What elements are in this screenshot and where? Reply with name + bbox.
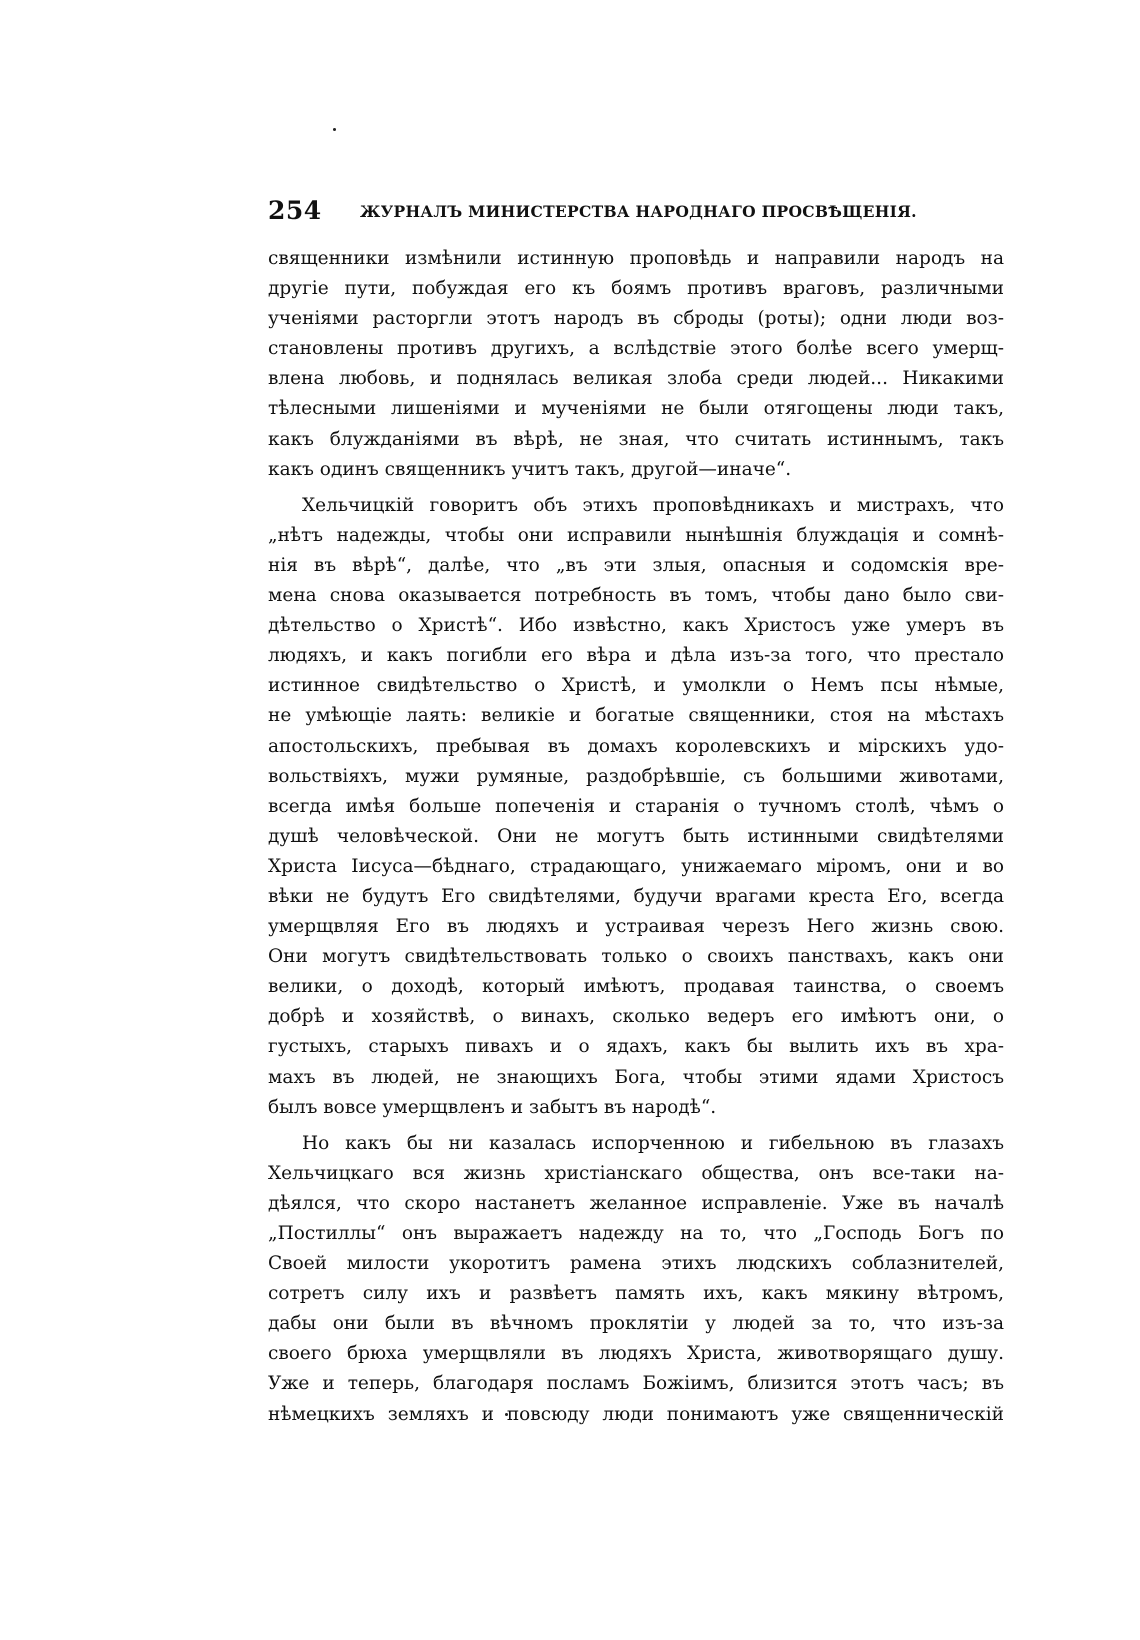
text-line: вѣки не будутъ Его свидѣтелями, будучи врагами креста Его, всегда	[268, 885, 1004, 907]
text-line: ученіями расторгли этотъ народъ въ сброды (роты); одни люди воз-	[268, 308, 1004, 330]
page-header	[268, 196, 1004, 230]
text-line: Хельчицкій говоритъ объ этихъ проповѣдникахъ и мистрахъ, что	[302, 494, 1004, 516]
text-line: былъ вовсе умерщвленъ и забытъ въ народѣ“.	[268, 1096, 717, 1118]
text-line: Хельчицкаго вся жизнь христіанскаго общества, онъ все-таки на-	[268, 1162, 1004, 1184]
text-line: апостольскихъ, пребывая въ домахъ королевскихъ и мірскихъ удо-	[268, 735, 1004, 757]
text-line: дѣялся, что скоро настанетъ желанное исправленіе. Уже въ началѣ	[268, 1192, 1004, 1214]
text-line: Христа Іисуса—бѣднаго, страдающаго, унижаемаго міромъ, они и во	[268, 855, 1004, 877]
text-line: своего брюха умерщвляли въ людяхъ Христа, животворящаго душу.	[268, 1343, 1004, 1365]
text-line: вольствіяхъ, мужи румяные, раздобрѣвшіе, съ большими животами,	[268, 765, 1004, 787]
text-line: добрѣ и хозяйствѣ, о винахъ, сколько ведеръ его имѣютъ они, о	[268, 1006, 1004, 1028]
paragraph	[268, 1129, 1004, 1430]
text-line: влена любовь, и поднялась великая злоба среди людей... Никакими	[268, 368, 1004, 390]
text-line: „Постиллы“ онъ выражаетъ надежду на то, что „Господь Богъ по	[268, 1223, 1004, 1244]
paragraph	[268, 244, 1004, 485]
text-line: людяхъ, и какъ погибли его вѣра и дѣла изъ-за того, что престало	[268, 645, 1004, 667]
text-line: дѣтельство о Христѣ“. Ибо извѣстно, какъ Христосъ уже умеръ въ	[268, 615, 1004, 637]
text-line: мена снова оказывается потребность въ томъ, чтобы дано было сви-	[268, 585, 1004, 607]
print-speck	[333, 128, 336, 131]
text-line: тѣлесными лишеніями и мученіями не были отягощены люди такъ,	[268, 398, 1004, 420]
text-line: всегда имѣя больше попеченія и старанія о тучномъ столѣ, чѣмъ о	[268, 795, 1004, 817]
text-line: другіе пути, побуждая его къ боямъ противъ враговъ, различными	[268, 278, 1004, 300]
text-line: нѣмецкихъ земляхъ и повсюду люди понимаютъ уже священническій	[268, 1403, 1004, 1425]
text-line: Своей милости укоротитъ рамена этихъ людскихъ соблазнителей,	[268, 1253, 1004, 1275]
running-title: ЖУРНАЛЪ МИНИСТЕРСТВА НАРОДНАГО ПРОСВѢЩЕНІЯ.	[360, 202, 917, 221]
text-line: Они могутъ свидѣтельствовать только о своихъ панствахъ, какъ они	[268, 946, 1004, 968]
text-line: „нѣтъ надежды, чтобы они исправили нынѣшнія блуждація и сомнѣ-	[268, 524, 1004, 546]
text-line: густыхъ, старыхъ пивахъ и о ядахъ, какъ бы вылить ихъ въ хра-	[268, 1036, 1004, 1058]
text-line: истинное свидѣтельство о Христѣ, и умолкли о Немъ псы нѣмые,	[268, 675, 1004, 697]
text-line: дабы они были въ вѣчномъ проклятіи у людей за то, что изъ-за	[268, 1313, 1004, 1335]
body-text	[268, 244, 1004, 1430]
text-line: какъ одинъ священникъ учитъ такъ, другой—иначе“.	[268, 458, 792, 480]
text-line: не умѣющіе лаять: великіе и богатые священники, стоя на мѣстахъ	[268, 705, 1004, 727]
text-line: становлены противъ другихъ, а вслѣдствіе этого болѣе всего умерщ-	[268, 338, 1004, 360]
text-line: махъ въ людей, не знающихъ Бога, чтобы этими ядами Христосъ	[268, 1066, 1004, 1088]
text-line: велики, о доходѣ, который имѣютъ, продавая таинства, о своемъ	[268, 976, 1004, 998]
text-line: какъ блужданіями въ вѣрѣ, не зная, что считать истиннымъ, такъ	[268, 428, 1004, 450]
text-line: нія въ вѣрѣ“, далѣе, что „въ эти злыя, опасныя и содомскія вре-	[268, 554, 1004, 576]
text-line: священники измѣнили истинную проповѣдь и направили народъ на	[268, 248, 1004, 269]
text-line: Уже и теперь, благодаря посламъ Божіимъ, близится этотъ часъ; въ	[268, 1373, 1004, 1395]
paragraph	[268, 491, 1004, 1123]
text-line: душѣ человѣческой. Они не могутъ быть истинными свидѣтелями	[268, 825, 1004, 847]
text-line: сотретъ силу ихъ и развѣетъ память ихъ, какъ мякину вѣтромъ,	[268, 1283, 1004, 1305]
text-line: умерщвляя Его въ людяхъ и устраивая черезъ Него жизнь свою.	[268, 916, 1004, 938]
page-number: 254	[268, 196, 322, 225]
text-line: Но какъ бы ни казалась испорченною и гибельною въ глазахъ	[302, 1132, 1004, 1154]
